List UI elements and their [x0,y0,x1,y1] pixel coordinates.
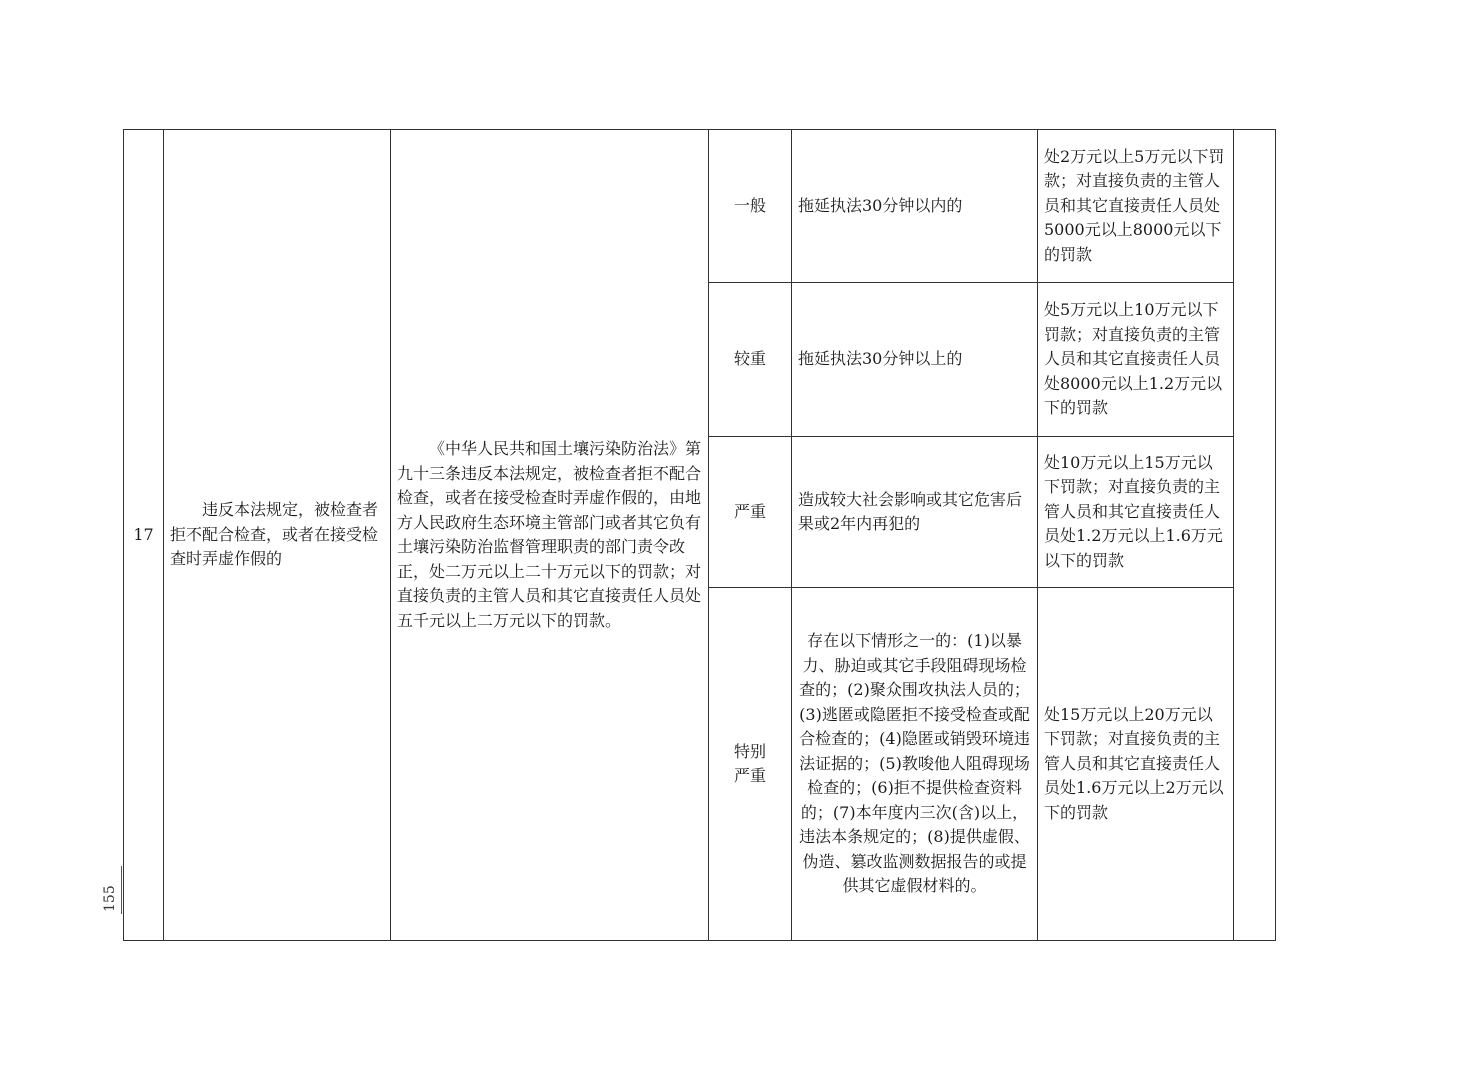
legal-basis-cell: 《中华人民共和国土壤污染防治法》第九十三条违反本法规定，被检查者拒不配合检查，或者在接受检查时弄虚作假的，由地方人民政府生态环境主管部门或者其它负有土壤污染防治监督管理职责的部门责令改正，处二万元以上二十万元以下的罚款；对直接负责的主管人员和其它直接责任人员处五千元以上二万元以下的罚款。 [391,130,709,941]
page-number-rule [121,866,122,914]
level-line: 特别 [733,741,766,761]
level-line: 严重 [733,766,766,785]
remarks-cell [1234,130,1276,941]
penalty-cell: 处5万元以上10万元以下罚款；对直接负责的主管人员和其它直接责任人员处8000元以上1.2万元以下的罚款 [1038,283,1234,437]
page-number: 155 [102,885,118,912]
violation-fact-cell: 违反本法规定，被检查者拒不配合检查，或者在接受检查时弄虚作假的 [164,130,391,941]
level-cell [709,588,792,941]
condition-cell: 造成较大社会影响或其它危害后果或2年内再犯的 [792,437,1038,588]
penalty-cell: 处10万元以上15万元以下罚款；对直接负责的主管人员和其它直接责任人员处1.2万元以上1.6万元以下的罚款 [1038,437,1234,588]
penalty-standard-table [123,129,1276,941]
penalty-cell: 处15万元以上20万元以下罚款；对直接负责的主管人员和其它直接责任人员处1.6万元以上2万元以下的罚款 [1038,588,1234,941]
condition-cell: 拖延执法30分钟以上的 [792,283,1038,437]
penalty-cell: 处2万元以上5万元以下罚款；对直接负责的主管人员和其它直接责任人员处5000元以上8000元以下的罚款 [1038,130,1234,283]
level-cell: 较重 [709,283,792,437]
table-row [124,130,1276,283]
level-cell: 一般 [709,130,792,283]
condition-cell: 存在以下情形之一的：(1)以暴力、胁迫或其它手段阻碍现场检查的；(2)聚众围攻执法人员的；(3)逃匿或隐匿拒不接受检查或配合检查的；(4)隐匿或销毁环境违法证据的；(5)教唆他人阻碍现场检查的；(6)拒不提供检查资料的；(7)本年度内三次(含)以上，违法本条规定的；(8)提供虚假、伪造、篡改监测数据报告的或提供其它虚假材料的。 [792,588,1038,941]
condition-cell: 拖延执法30分钟以内的 [792,130,1038,283]
row-number: 17 [124,130,164,941]
level-cell: 严重 [709,437,792,588]
